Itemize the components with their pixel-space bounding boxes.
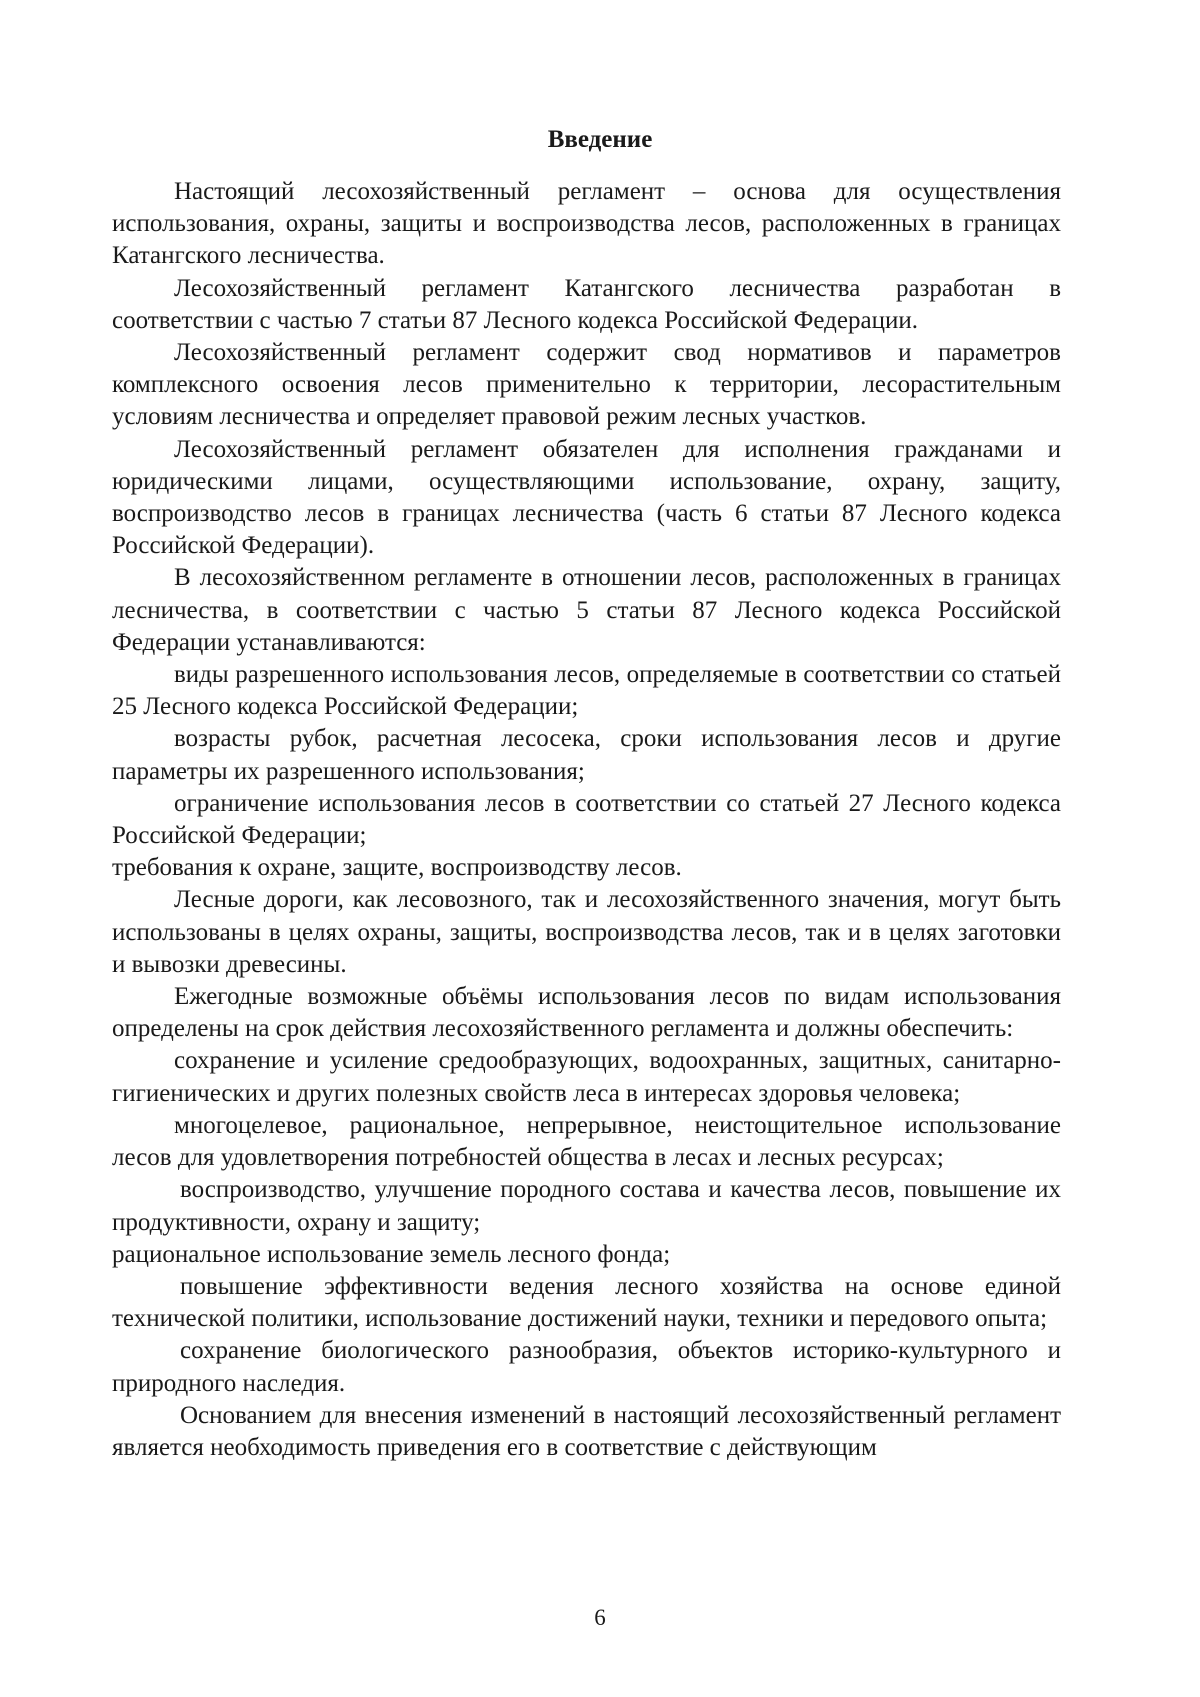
- page-number: 6: [594, 1605, 606, 1630]
- list-item: виды разрешенного использования лесов, определяемые в соответствии со статьей 25 Лесного кодекса Российской Федерации;: [112, 661, 1061, 721]
- paragraph: Лесохозяйственный регламент обязателен для исполнения гражданами и юридическими лицами, осуществляющими использование, охрану, защиту, воспроизводство лесов в границах лесничества (часть 6 статьи 87 Лесного кодекса Российской Федерации).: [112, 435, 1061, 560]
- paragraph: Ежегодные возможные объёмы использования лесов по видам использования определены на срок действия лесохозяйственного регламента и должны обеспечить:: [112, 983, 1061, 1043]
- section-title: Введение: [547, 126, 653, 153]
- list-item: многоцелевое, рациональное, непрерывное, неистощительное использование лесов для удовлетворения потребностей общества в лесах и лесных ресурсах;: [112, 1111, 1061, 1172]
- paragraph: Лесохозяйственный регламент содержит свод нормативов и параметров комплексного освоения лесов применительно к территории, лесорастительным условиям лесничества и определяет правовой режим лесных участков.: [112, 339, 1061, 431]
- paragraph: Основанием для внесения изменений в настоящий лесохозяйственный регламент является необходимость приведения его в соответствие с действующим: [112, 1401, 1061, 1461]
- list-item: рациональное использование земель лесного фонда;: [112, 1240, 671, 1268]
- document-body: [112, 176, 1061, 1464]
- list-item: сохранение биологического разнообразия, объектов историко-культурного и природного наследия.: [112, 1337, 1061, 1397]
- paragraph: Настоящий лесохозяйственный регламент – основа для осуществления использования, охраны, защиты и воспроизводства лесов, расположенных в границах Катангского лесничества.: [112, 178, 1061, 270]
- paragraph: В лесохозяйственном регламенте в отношении лесов, расположенных в границах лесничества, в соответствии с частью 5 статьи 87 Лесного кодекса Российской Федерации устанавливаются:: [112, 564, 1061, 656]
- list-item: сохранение и усиление средообразующих, водоохранных, защитных, санитарно-гигиенических и других полезных свойств леса в интересах здоровья человека;: [112, 1047, 1061, 1107]
- list-item: воспроизводство, улучшение породного состава и качества лесов, повышение их продуктивности, охрану и защиту;: [112, 1176, 1061, 1236]
- paragraph: Лесные дороги, как лесовозного, так и лесохозяйственного значения, могут быть использованы в целях охраны, защиты, воспроизводства лесов, так и в целях заготовки и вывозки древесины.: [112, 886, 1061, 978]
- list-item: ограничение использования лесов в соответствии со статьей 27 Лесного кодекса Российской Федерации;: [112, 789, 1061, 850]
- list-item: повышение эффективности ведения лесного хозяйства на основе единой технической политики, использование достижений науки, техники и передового опыта;: [112, 1272, 1061, 1333]
- list-item: возрасты рубок, расчетная лесосека, сроки использования лесов и другие параметры их разрешенного использования;: [112, 725, 1061, 785]
- paragraph: Лесохозяйственный регламент Катангского лесничества разработан в соответствии с частью 7 статьи 87 Лесного кодекса Российской Федерации.: [112, 274, 1061, 334]
- list-item: требования к охране, защите, воспроизводству лесов.: [112, 854, 682, 882]
